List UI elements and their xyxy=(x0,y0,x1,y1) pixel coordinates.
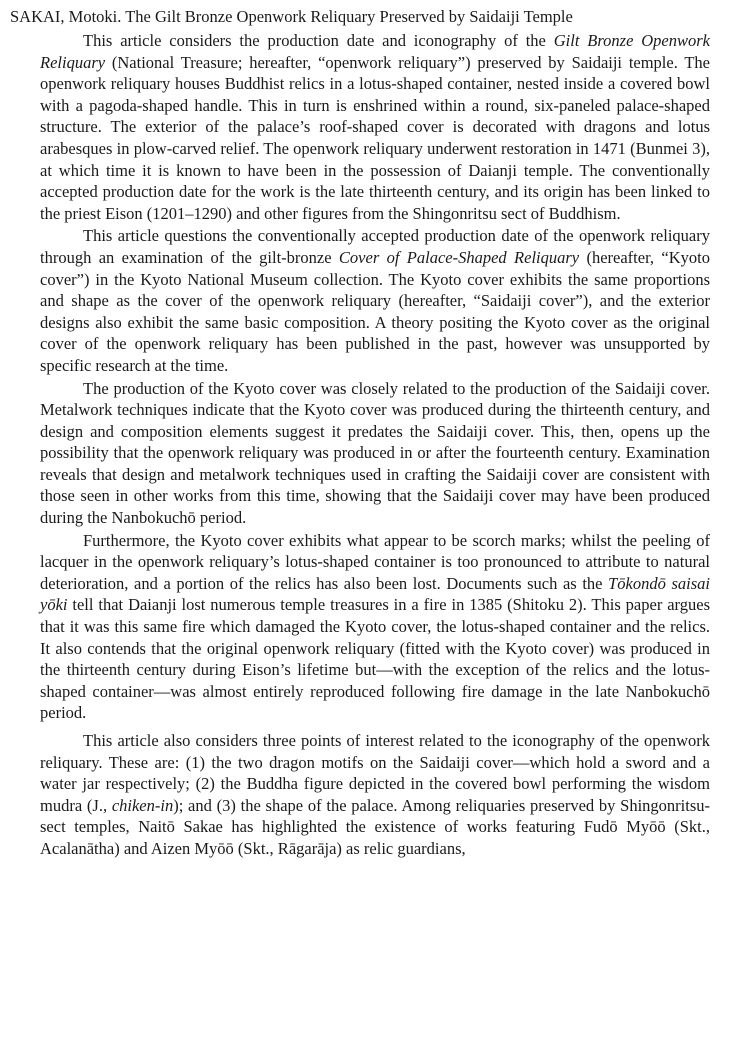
article-body xyxy=(40,30,710,860)
title-italic: Cover of Palace-Shaped Reliquary xyxy=(338,247,580,267)
text-run: (National Treasure; hereafter, “openwork reliquary”) preserved by Saidaiji temple. The openwork reliquary houses Buddhist relics in a lotus-shaped container, nested inside a covered bowl with a pagoda-shaped handle. This in turn is enshrined within a round, six-paneled palace-shaped structure. The exterior of the palace’s roof-shaped cover is decorated with dragons and lotus arabesques in plow-carved relief. The openwork reliquary underwent restoration in 1471 (Bunmei 3), at which time it is known to have been in the possession of Daianji temple. The conventionally accepted production date for the work is the late thirteenth century, and its origin has been linked to the priest Eison (1201–1290) and other figures from the Shingonritsu sect of Buddhism. xyxy=(40,52,710,223)
paragraph-5 xyxy=(40,730,710,860)
title-italic: Tōkondō saisai yōki xyxy=(40,573,710,615)
text-run: This article also considers three points of interest related to the iconography of the openwork reliquary. These are: (1) the two dragon motifs on the Saidaiji cover—which hold a sword and a water jar respectively; (2) the Buddha figure depicted in the covered bowl performing the wisdom mudra (J., xyxy=(40,731,710,815)
text-run: This article questions the conventionally accepted production date of the openwork reliquary through an examination of the gilt-bronze xyxy=(40,226,710,267)
paragraph-2 xyxy=(40,225,710,376)
paragraph-1 xyxy=(40,30,710,224)
paragraph-4 xyxy=(40,530,710,724)
article-heading: SAKAI, Motoki. The Gilt Bronze Openwork Reliquary Preserved by Saidaiji Temple xyxy=(10,7,573,26)
term-italic: chiken-in xyxy=(111,795,174,815)
text-run: Furthermore, the Kyoto cover exhibits what appear to be scorch marks; whilst the peeling of lacquer in the openwork reliquary’s lotus-shaped container is too pronounced to attribute to natural deterioration, and a portion of the relics has also been lost. Documents such as the xyxy=(40,530,710,593)
text-run: tell that Daianji lost numerous temple treasures in a fire in 1385 (Shitoku 2). This paper argues that it was this same fire which damaged the Kyoto cover, the lotus-shaped container and the relics. It also contends that the original openwork reliquary (fitted with the Kyoto cover) was produced in the thirteenth century during Eison’s lifetime but—with the exception of the relics and the lotus-shaped container—was almost entirely reproduced following fire damage in the late Nanbokuchō period. xyxy=(40,595,710,723)
paragraph-3 xyxy=(40,378,710,529)
text-run: ); and (3) the shape of the palace. Among reliquaries preserved by Shingonritsu-sect temples, Naitō Sakae has highlighted the existence of works featuring Fudō Myōō (Skt., Acalanātha) and Aizen Myōō (Skt., Rāgarāja) as relic guardians, xyxy=(40,795,710,858)
text-run: The production of the Kyoto cover was closely related to the production of the Saidaiji cover. Metalwork techniques indicate that the Kyoto cover was produced during the thirteenth century, and design and composition elements suggest it predates the Saidaiji cover. This, then, opens up the possibility that the openwork reliquary was produced in or after the fourteenth century. Examination reveals that design and metalwork techniques used in crafting the Saidaiji cover are consistent with those seen in other works from this time, showing that the Saidaiji cover may have been produced during the Nanbokuchō period. xyxy=(40,378,710,528)
title-italic: Gilt Bronze Openwork Reliquary xyxy=(40,31,710,72)
text-run: This article considers the production date and iconography of the xyxy=(83,31,554,50)
text-run: (hereafter, “Kyoto cover”) in the Kyoto National Museum collection. The Kyoto cover exhibits the same proportions and shape as the cover of the openwork reliquary (hereafter, “Saidaiji cover”), and the exterior designs also exhibit the same basic composition. A theory positing the Kyoto cover as the original cover of the openwork reliquary has been published in the past, however was unsupported by specific research at the time. xyxy=(40,247,710,375)
